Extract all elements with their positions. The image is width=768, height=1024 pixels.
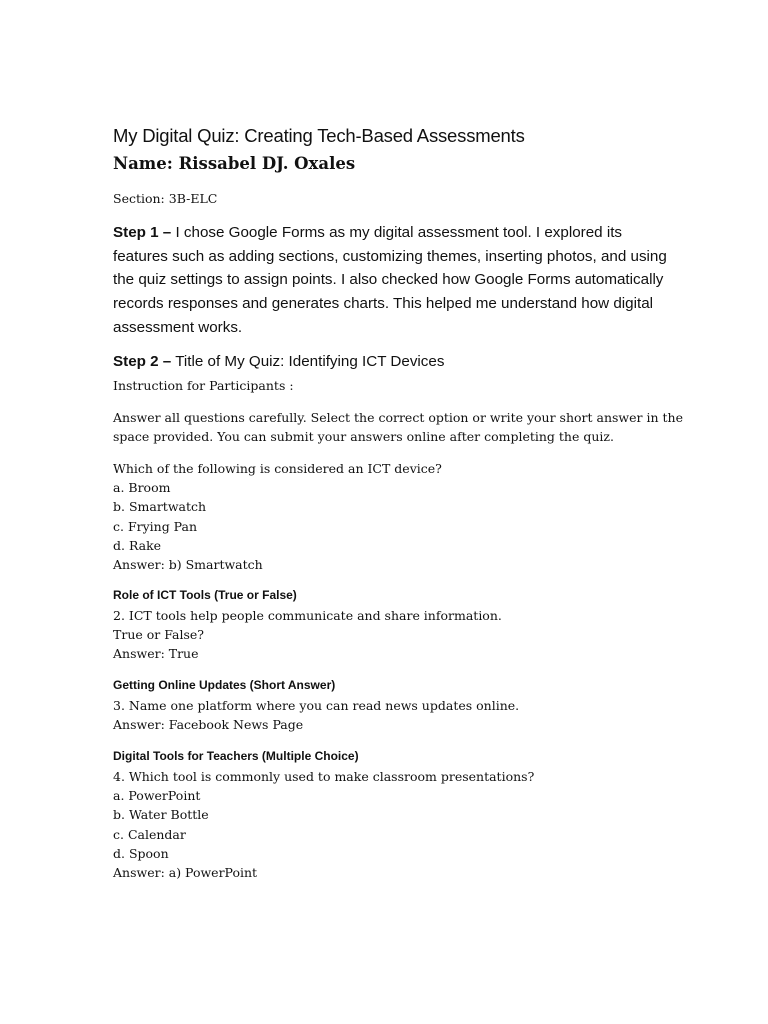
instruction-text bbox=[113, 408, 683, 446]
option-item: c. Frying Pan bbox=[113, 518, 198, 534]
question-text: 3. Name one platform where you can read news updates online. bbox=[113, 698, 520, 713]
question-text: 2. ICT tools help people communicate and share information. bbox=[113, 608, 502, 623]
question-4 bbox=[113, 767, 534, 882]
option-item: d. Spoon bbox=[113, 845, 169, 861]
step-1-text: I chose Google Forms as my digital assessment tool. I explored its features such as adding sections, customizing themes, inserting photos, and using the quiz settings to assign points. I also checked how Google Forms automatically records responses and generates charts. This helped me understand how digital assessment works. bbox=[113, 224, 667, 336]
option-item: b. Smartwatch bbox=[113, 499, 207, 515]
question-3 bbox=[113, 696, 519, 734]
answer-text: Answer: True bbox=[113, 646, 199, 662]
option-item: a. PowerPoint bbox=[113, 788, 201, 804]
option-item: a. Broom bbox=[113, 480, 171, 496]
option-item: d. Rake bbox=[113, 537, 162, 553]
question-prompt: True or False? bbox=[113, 627, 204, 643]
step-2-label: Step 2 – bbox=[113, 353, 172, 370]
step-1-label: Step 1 – bbox=[113, 224, 172, 241]
instruction-line: space provided. You can submit your answers online after completing the quiz. bbox=[113, 429, 614, 445]
option-item: c. Calendar bbox=[113, 826, 186, 842]
instruction-label: Instruction for Participants : bbox=[113, 378, 294, 393]
question-text: 4. Which tool is commonly used to make classroom presentations? bbox=[113, 769, 535, 784]
section-label: Section: 3B-ELC bbox=[113, 191, 218, 206]
document-title: My Digital Quiz: Creating Tech-Based Assessments bbox=[113, 125, 525, 146]
question-2-heading: Role of ICT Tools (True or False) bbox=[113, 588, 297, 602]
answer-text: Answer: a) PowerPoint bbox=[113, 865, 258, 881]
answer-text: Answer: b) Smartwatch bbox=[113, 557, 263, 573]
question-text: Which of the following is considered an ICT device? bbox=[113, 461, 442, 476]
answer-text: Answer: Facebook News Page bbox=[113, 717, 304, 733]
author-name: Name: Rissabel DJ. Oxales bbox=[113, 154, 356, 173]
step-2-text: Title of My Quiz: Identifying ICT Devices bbox=[171, 353, 445, 370]
instruction-line: Answer all questions carefully. Select the correct option or write your short answer in the bbox=[113, 410, 683, 425]
step-1-paragraph bbox=[113, 221, 673, 340]
question-3-heading: Getting Online Updates (Short Answer) bbox=[113, 678, 336, 692]
question-1 bbox=[113, 459, 442, 574]
question-4-heading: Digital Tools for Teachers (Multiple Choice) bbox=[113, 749, 359, 763]
question-2 bbox=[113, 606, 502, 664]
option-item: b. Water Bottle bbox=[113, 807, 209, 823]
step-2-paragraph bbox=[113, 353, 444, 370]
